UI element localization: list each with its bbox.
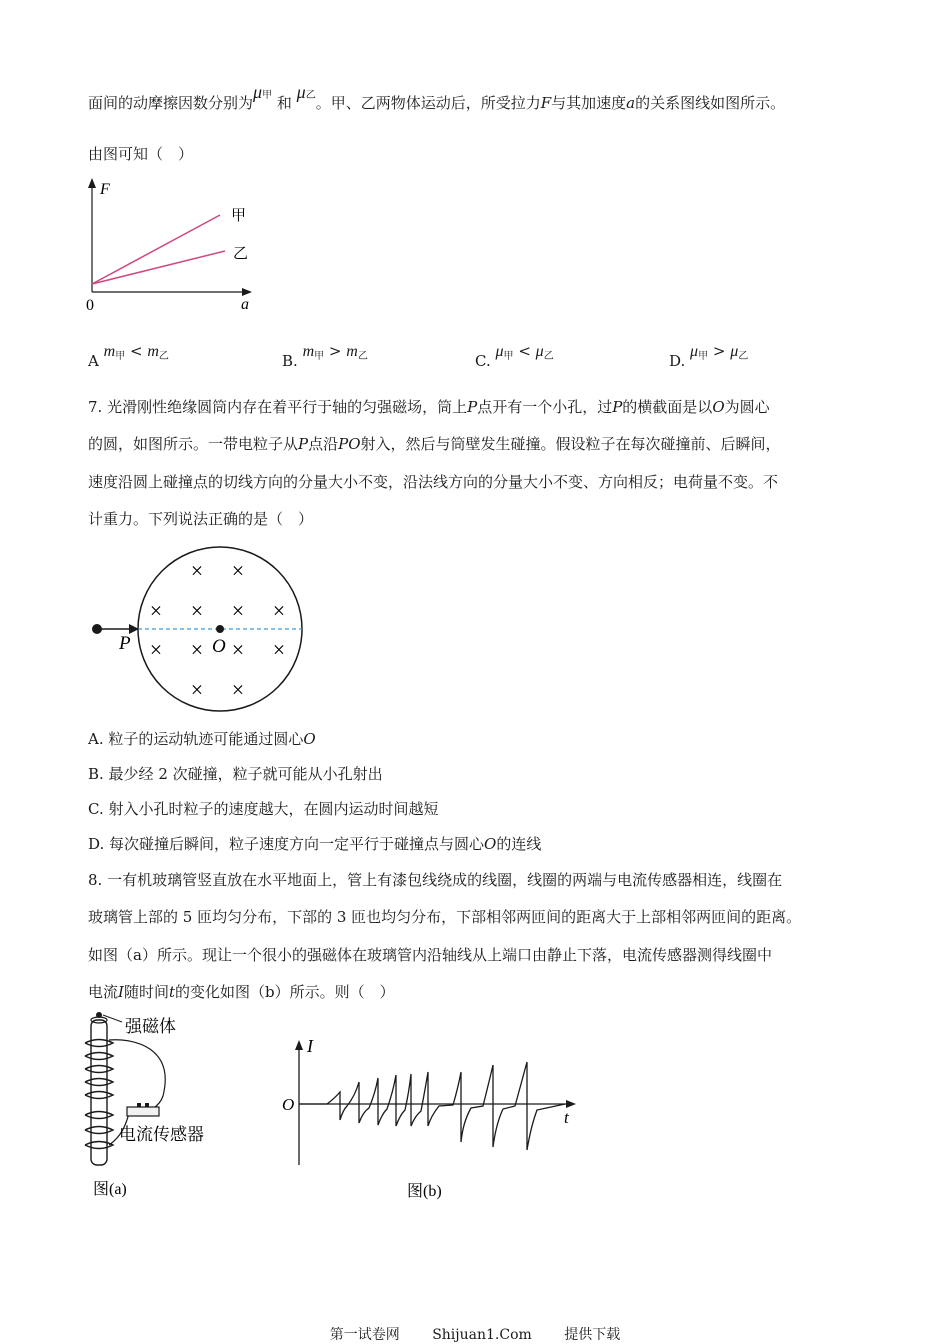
- q6-option-c[interactable]: C. $\mu_甲 < \mu_乙$: [475, 342, 554, 370]
- coil-turn: [85, 1092, 113, 1099]
- cross-mark: ×: [149, 637, 163, 662]
- footer-download: 提供下载: [564, 1327, 621, 1343]
- coil-windings: [85, 1040, 113, 1149]
- coil-turn: [85, 1066, 113, 1073]
- option-relation: <: [129, 342, 143, 360]
- label-jia: 甲: [231, 208, 247, 224]
- y-label: F: [100, 181, 110, 198]
- option-var: m: [103, 343, 116, 360]
- q6-option-a[interactable]: A $m_甲 < m_乙$: [88, 342, 169, 370]
- option-letter: D.: [669, 352, 686, 370]
- q6-intro-b: 。甲、乙两物体运动后，所受拉力: [315, 94, 541, 112]
- coil-lead-wire: [109, 1040, 165, 1114]
- current-pulse-curve: [299, 1062, 565, 1150]
- cross-mark: ×: [190, 637, 204, 662]
- line-yi: [92, 251, 225, 284]
- y-axis-arrow: [88, 178, 96, 188]
- figure-b-current-time-graph: [275, 1030, 585, 1205]
- mu-yi: μ乙: [296, 82, 316, 102]
- option-relation: <: [518, 342, 531, 360]
- q7-line1: 7. 光滑刚性绝缘圆筒内存在着平行于轴的匀强磁场，筒上P点开有一个小孔，过P的横截面是以O为圆心: [88, 398, 770, 416]
- figure-a-glass-tube: [75, 1008, 255, 1203]
- q7-option-b[interactable]: B. 最少经 2 次碰撞，粒子就可能从小孔射出: [88, 765, 383, 783]
- origin-label: O: [282, 1095, 295, 1114]
- cross-mark: ×: [272, 598, 286, 623]
- q6-intro-d: 的关系图线如图所示。: [635, 94, 786, 112]
- var-P: P: [467, 398, 478, 416]
- q8-line2: 玻璃管上部的 5 匝均匀分布，下部的 3 匝也均匀分布，下部相邻两匝间的距离大于上部相邻两匝间的距离。: [88, 908, 802, 926]
- cross-mark: ×: [231, 598, 245, 623]
- q6-option-b[interactable]: B. $m_甲 > m_乙$: [282, 342, 368, 370]
- page-footer: [0, 1324, 950, 1344]
- q7-line3: 速度沿圆上碰撞点的切线方向的分量大小不变，沿法线方向的分量大小不变、方向相反；电荷量不变。不: [88, 473, 779, 491]
- coil-turn: [85, 1112, 113, 1119]
- coil-turn: [85, 1079, 113, 1086]
- q6-intro-a: 面间的动摩擦因数分别为: [88, 94, 254, 112]
- magnet-label: 强磁体: [125, 1017, 176, 1036]
- option-relation: >: [712, 342, 726, 360]
- q8-line3: 如图（a）所示。现让一个很小的强磁体在玻璃管内沿轴线从上端口由静止下落，电流传感器测得线圈中: [88, 946, 772, 964]
- q6-option-d[interactable]: D. $\mu_甲 > \mu_乙$: [669, 342, 749, 370]
- current-sensor: [127, 1107, 159, 1116]
- magnet-icon: [96, 1012, 102, 1018]
- i-label: I: [307, 1036, 313, 1056]
- coil-turn: [85, 1142, 113, 1149]
- force-acceleration-graph: [80, 172, 260, 317]
- q7-line2: 的圆，如图所示。一带电粒子从P点沿PO射入，然后与筒壁发生碰撞。假设粒子在每次碰撞前、后瞬间，: [88, 435, 781, 453]
- option-letter: A: [88, 352, 99, 370]
- cross-mark: ×: [190, 677, 204, 702]
- i-axis-arrow: [295, 1040, 303, 1050]
- cross-mark: ×: [231, 558, 245, 583]
- sensor-label: 电流传感器: [119, 1125, 204, 1144]
- option-letter: B.: [282, 352, 298, 370]
- var-t: t: [168, 983, 175, 1001]
- var-F: F: [540, 94, 552, 112]
- option-relation: >: [328, 342, 342, 360]
- q6-he: 和: [276, 94, 292, 112]
- cross-mark: ×: [231, 637, 245, 662]
- option-letter: C.: [475, 352, 491, 370]
- x-label: a: [241, 296, 249, 313]
- label-P: P: [119, 633, 131, 654]
- cross-mark: ×: [149, 598, 163, 623]
- center-dot: [216, 625, 224, 633]
- q6-intro-line: [88, 82, 786, 116]
- caption-b: 图(b): [407, 1183, 442, 1200]
- q6-line2: 由图可知（ ）: [88, 145, 194, 163]
- var-I: I: [118, 983, 124, 1001]
- var-O: O: [712, 398, 725, 416]
- mu-jia: μ甲: [253, 82, 273, 102]
- var-a: a: [626, 94, 636, 112]
- q8-line1: 8. 一有机玻璃管竖直放在水平地面上，管上有漆包线绕成的线圈，线圈的两端与电流传感器相连，线圈在: [88, 871, 783, 889]
- coil-turn: [85, 1040, 113, 1047]
- label-yi: 乙: [233, 246, 249, 262]
- sensor-terminal: [137, 1103, 141, 1107]
- magnetic-field-cylinder-figure: [85, 545, 315, 715]
- caption-a: 图(a): [93, 1181, 127, 1198]
- t-label: t: [564, 1108, 569, 1127]
- sensor-terminal: [145, 1103, 149, 1107]
- q7-option-c[interactable]: C. 射入小孔时粒子的速度越大，在圆内运动时间越短: [88, 800, 439, 818]
- q7-line4: 计重力。下列说法正确的是（ ）: [88, 510, 314, 528]
- var-PO: PO: [338, 435, 361, 453]
- footer-site-link[interactable]: Shijuan1.Com: [432, 1327, 532, 1343]
- q7-option-a[interactable]: A. 粒子的运动轨迹可能通过圆心O: [88, 730, 316, 748]
- cross-mark: ×: [272, 637, 286, 662]
- label-O: O: [212, 636, 226, 657]
- footer-site-cn: 第一试卷网: [329, 1327, 400, 1343]
- cross-mark: ×: [190, 558, 204, 583]
- q8-line4: 电流I随时间t的变化如图（b）所示。则（ ）: [88, 983, 395, 1001]
- t-axis-arrow: [566, 1100, 576, 1108]
- cross-mark: ×: [190, 598, 204, 623]
- coil-turn: [85, 1127, 113, 1134]
- origin-label: 0: [86, 297, 94, 314]
- coil-turn: [85, 1053, 113, 1060]
- line-jia: [92, 215, 220, 284]
- x-axis-arrow: [242, 288, 252, 296]
- q7-option-d[interactable]: D. 每次碰撞后瞬间，粒子速度方向一定平行于碰撞点与圆心O的连线: [88, 835, 542, 853]
- q6-intro-c: 与其加速度: [551, 94, 627, 112]
- cross-mark: ×: [231, 677, 245, 702]
